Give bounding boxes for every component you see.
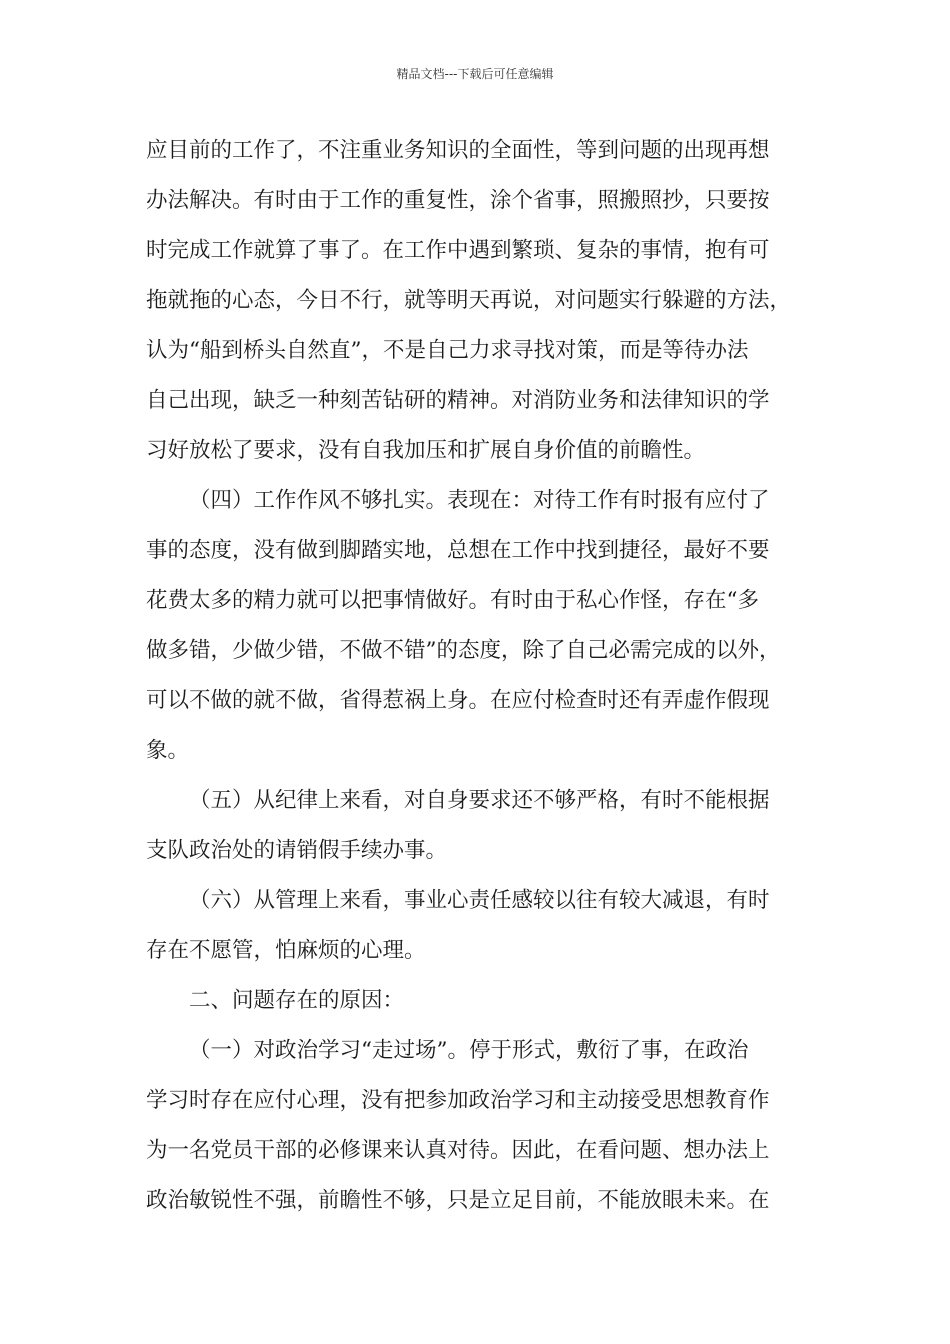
text-line: 事的态度，没有做到脚踏实地，总想在工作中找到捷径，最好不要 <box>146 538 770 563</box>
page-header: 精品文档---下载后可任意编辑 <box>396 67 554 81</box>
text-line: （一）对政治学习“走过场”。停于形式，敷衍了事，在政治 <box>189 1038 749 1063</box>
text-line: 做多错，少做少错，不做不错”的态度，除了自己必需完成的以外， <box>146 638 781 663</box>
text-line: 拖就拖的心态，今日不行，就等明天再说，对问题实行躲避的方法， <box>146 288 792 313</box>
text-line: （五）从纪律上来看，对自身要求还不够严格，有时不能根据 <box>189 788 770 813</box>
text-line: 支队政治处的请销假手续办事。 <box>146 838 448 863</box>
text-line: 存在不愿管，怕麻烦的心理。 <box>146 938 426 963</box>
text-line: 学习时存在应付心理，没有把参加政治学习和主动接受思想教育作 <box>146 1088 770 1113</box>
document-body <box>146 126 822 1226</box>
text-line: 应目前的工作了，不注重业务知识的全面性，等到问题的出现再想 <box>146 138 770 163</box>
text-line: （四）工作作风不够扎实。表现在：对待工作有时报有应付了 <box>189 488 770 513</box>
text-line: （六）从管理上来看，事业心责任感较以往有较大减退，有时 <box>189 888 770 913</box>
text-line: 象。 <box>146 738 190 763</box>
text-line: 可以不做的就不做，省得惹祸上身。在应付检查时还有弄虚作假现 <box>146 688 770 713</box>
text-line: 二、问题存在的原因： <box>189 988 405 1013</box>
text-line: 为一名党员干部的必修课来认真对待。因此，在看问题、想办法上 <box>146 1138 770 1163</box>
text-line: 花费太多的精力就可以把事情做好。有时由于私心作怪，存在“多 <box>146 588 759 613</box>
text-line: 办法解决。有时由于工作的重复性，涂个省事，照搬照抄，只要按 <box>146 188 770 213</box>
text-line: 认为“船到桥头自然直”，不是自己力求寻找对策，而是等待办法 <box>146 338 749 363</box>
text-line: 自己出现，缺乏一种刻苦钻研的精神。对消防业务和法律知识的学 <box>146 388 770 413</box>
text-line: 政治敏锐性不强，前瞻性不够，只是立足目前，不能放眼未来。在 <box>146 1188 770 1213</box>
text-line: 时完成工作就算了事了。在工作中遇到繁琐、复杂的事情，抱有可 <box>146 238 770 263</box>
text-line: 习好放松了要求，没有自我加压和扩展自身价值的前瞻性。 <box>146 438 706 463</box>
